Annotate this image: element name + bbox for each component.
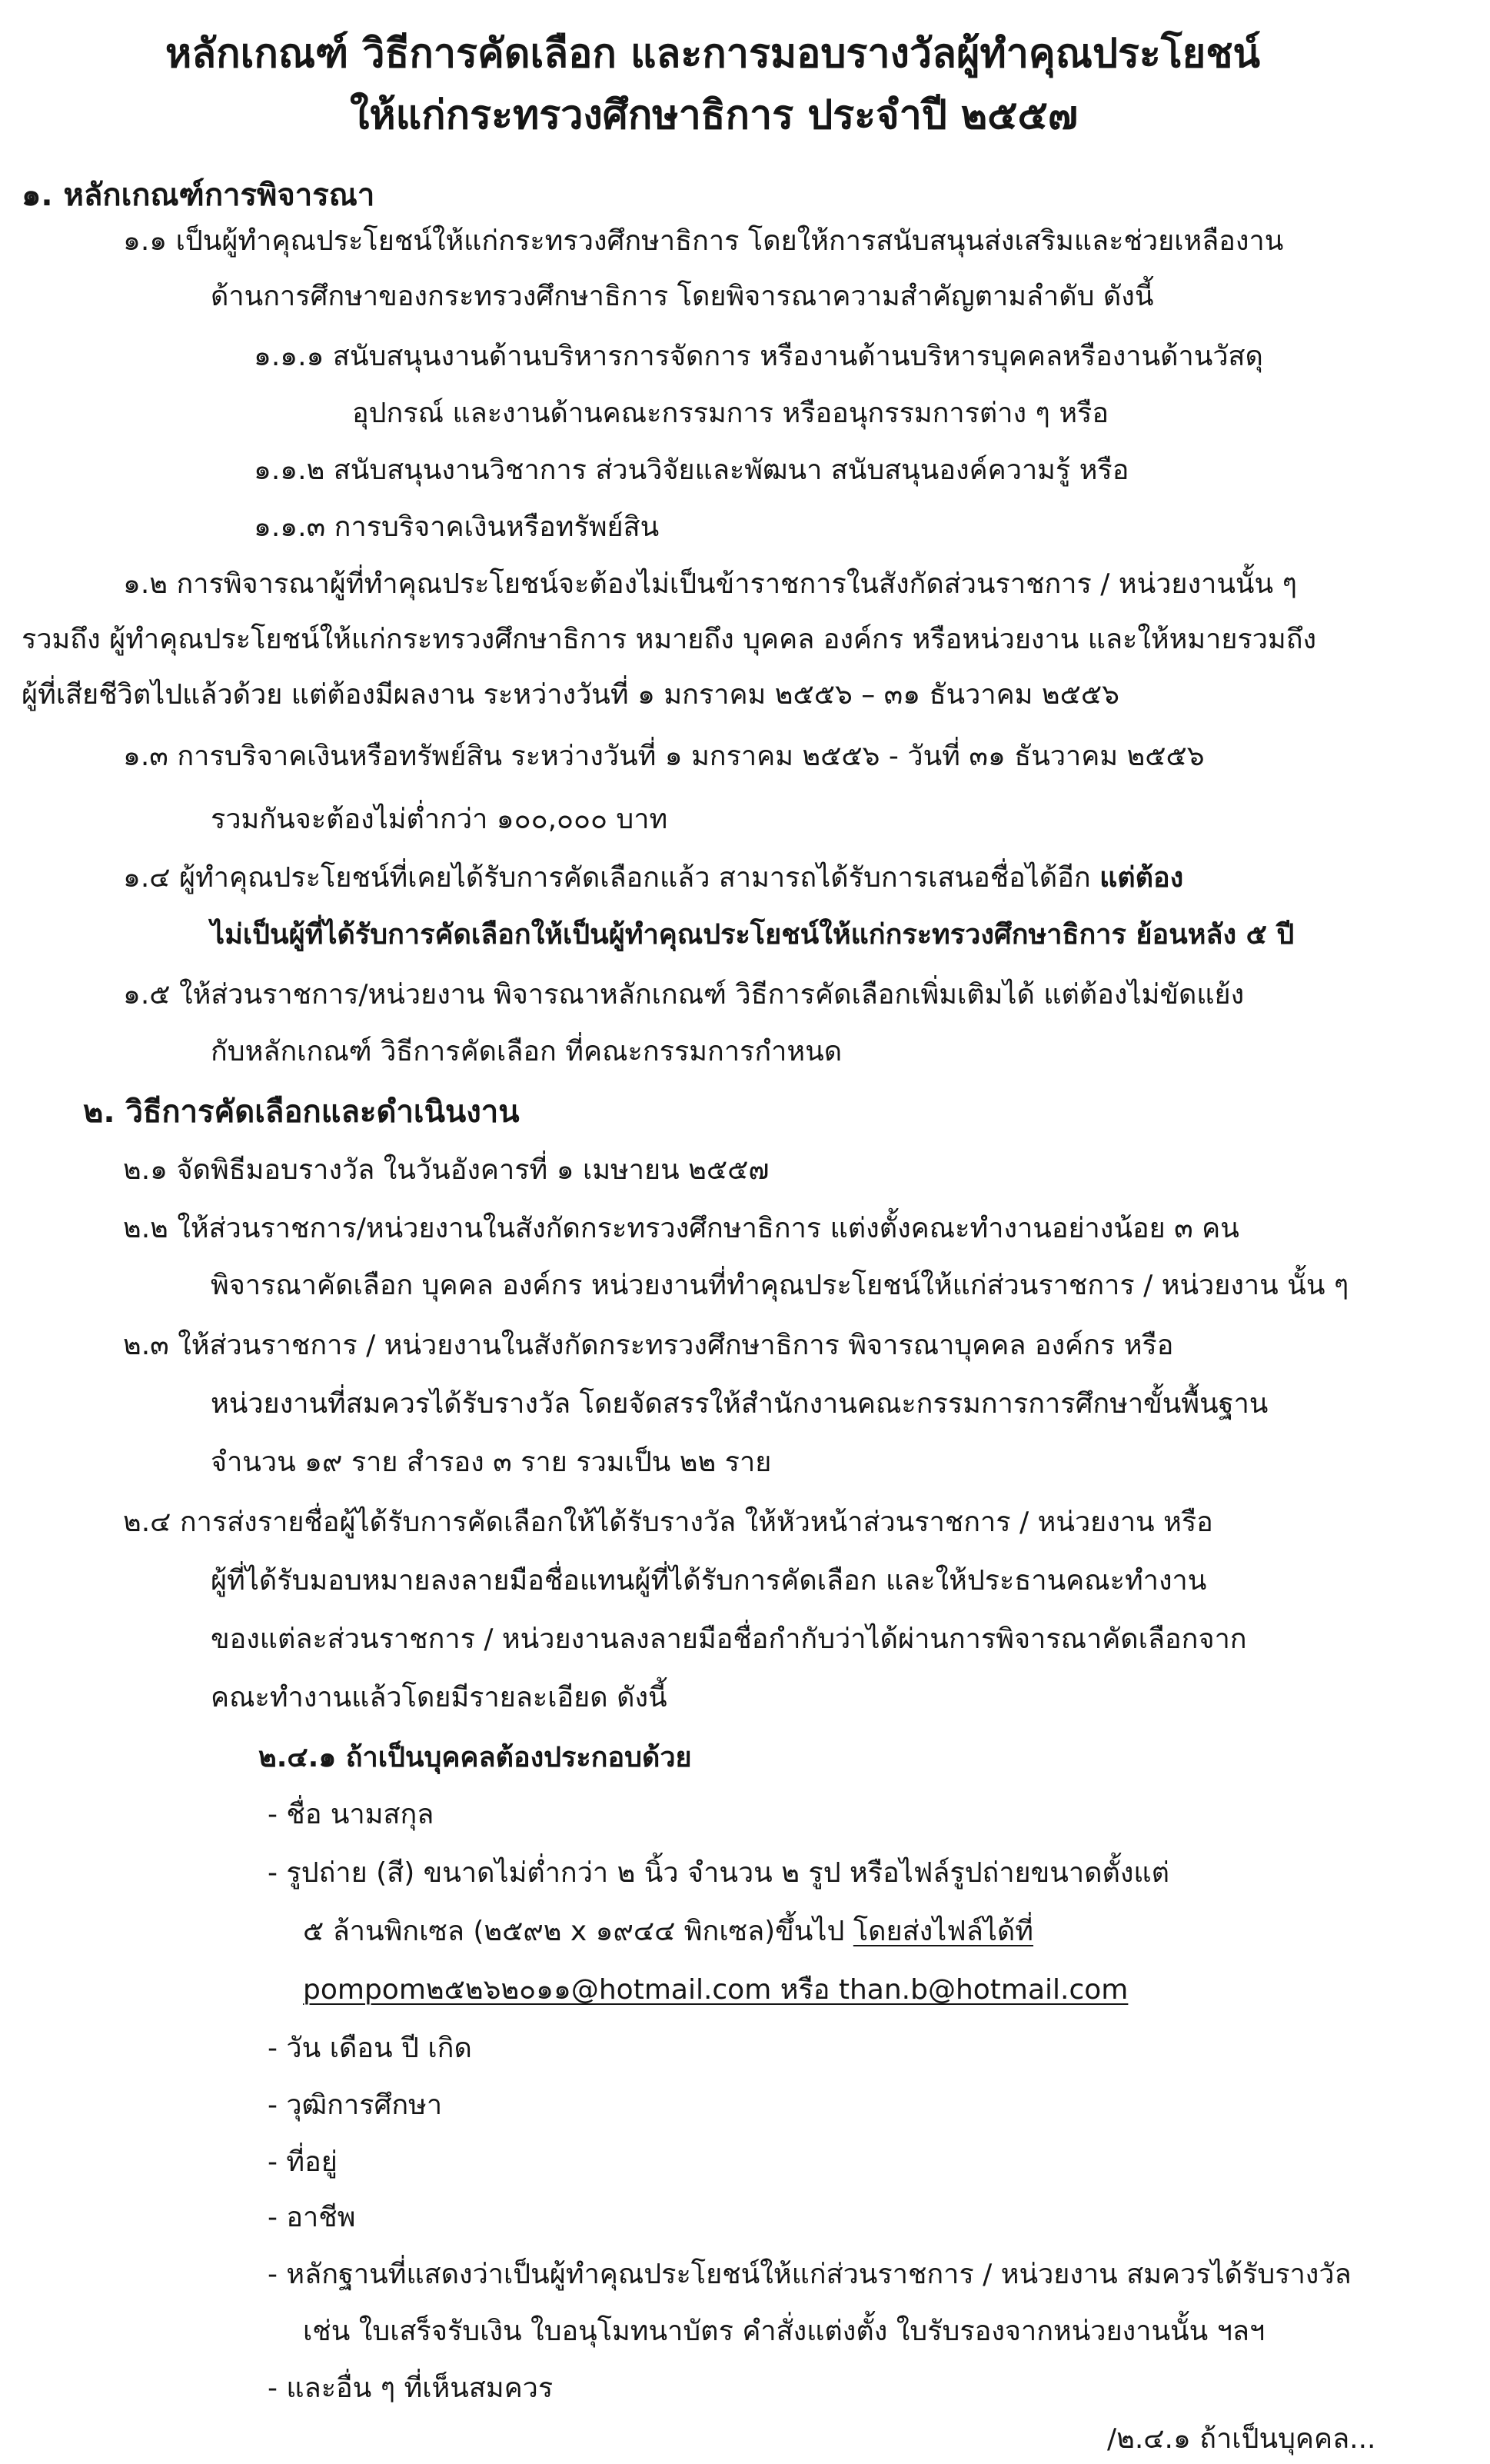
item-1-1-2: ๑.๑.๒ สนับสนุนงานวิชาการ ส่วนวิจัยและพัฒนา สนับสนุนองค์ความรู้ หรือ	[254, 455, 1129, 486]
item-2-4-line1: ๒.๔ การส่งรายชื่อผู้ได้รับการคัดเลือกให้ได้รับรางวัล ให้หัวหน้าส่วนราชการ / หน่วยงาน หรือ	[123, 1507, 1213, 1538]
item-1-4-line1-emphasis: แต่ต้อง	[1099, 862, 1184, 894]
item-2-4-1-heading: ๒.๔.๑ ถ้าเป็นบุคคลต้องประกอบด้วย	[258, 1742, 692, 1773]
item-1-1-line1: ๑.๑ เป็นผู้ทำคุณประโยชน์ให้แก่กระทรวงศึกษาธิการ โดยให้การสนับสนุนส่งเสริมและช่วยเหลืองาน	[123, 225, 1284, 257]
item-1-4-line1	[123, 854, 1183, 903]
requirement-photo-line1: - รูปถ่าย (สี) ขนาดไม่ต่ำกว่า ๒ นิ้ว จำนวน ๒ รูป หรือไฟล์รูปถ่ายขนาดตั้งแต่	[268, 1857, 1170, 1889]
item-2-3-line3: จำนวน ๑๙ ราย สำรอง ๓ ราย รวมเป็น ๒๒ ราย	[211, 1447, 772, 1478]
item-1-5-line1: ๑.๕ ให้ส่วนราชการ/หน่วยงาน พิจารณาหลักเกณฑ์ วิธีการคัดเลือกเพิ่มเติมได้ แต่ต้องไม่ขัดแย้ง	[123, 979, 1245, 1011]
item-1-4-line2: ไม่เป็นผู้ที่ได้รับการคัดเลือกให้เป็นผู้ทำคุณประโยชน์ให้แก่กระทรวงศึกษาธิการ ย้อนหลัง ๕ ปี	[211, 919, 1295, 951]
item-1-1-3: ๑.๑.๓ การบริจาคเงินหรือทรัพย์สิน	[254, 511, 660, 543]
item-1-5-line2: กับหลักเกณฑ์ วิธีการคัดเลือก ที่คณะกรรมการกำหนด	[211, 1036, 843, 1067]
requirement-occupation: - อาชีพ	[268, 2202, 356, 2233]
item-1-1-1-line1: ๑.๑.๑ สนับสนุนงานด้านบริหารการจัดการ หรืองานด้านบริหารบุคคลหรืองานด้านวัสดุ	[254, 341, 1263, 372]
requirement-email-addresses: pompom๒๕๒๖๒๐๑๑@hotmail.com หรือ than.b@hotmail.com	[303, 1974, 1129, 2006]
requirement-evidence-line2: เช่น ใบเสร็จรับเงิน ใบอนุโมทนาบัตร คำสั่งแต่งตั้ง ใบรับรองจากหน่วยงานนั้น ฯลฯ	[303, 2316, 1266, 2347]
document-title-line2: ให้แก่กระทรวงศึกษาธิการ ประจำปี ๒๕๕๗	[350, 92, 1078, 138]
item-2-3-line2: หน่วยงานที่สมควรได้รับรางวัล โดยจัดสรรให้สำนักงานคณะกรรมการการศึกษาขั้นพื้นฐาน	[211, 1388, 1269, 1420]
item-1-4-line1-text: ๑.๔ ผู้ทำคุณประโยชน์ที่เคยได้รับการคัดเลือกแล้ว สามารถได้รับการเสนอชื่อได้อีก	[123, 862, 1100, 894]
item-2-2-line1: ๒.๒ ให้ส่วนราชการ/หน่วยงานในสังกัดกระทรวงศึกษาธิการ แต่งตั้งคณะทำงานอย่างน้อย ๓ คน	[123, 1213, 1239, 1244]
requirement-others: - และอื่น ๆ ที่เห็นสมควร	[268, 2372, 554, 2404]
document-title-line1: หลักเกณฑ์ วิธีการคัดเลือก และการมอบรางวัลผู้ทำคุณประโยชน์	[165, 31, 1261, 77]
requirement-address: - ที่อยู่	[268, 2146, 338, 2178]
item-2-2-line2: พิจารณาคัดเลือก บุคคล องค์กร หน่วยงานที่ทำคุณประโยชน์ให้แก่ส่วนราชการ / หน่วยงาน นั้น ๆ	[211, 1270, 1349, 1301]
requirement-name: - ชื่อ นามสกุล	[268, 1799, 434, 1830]
item-1-2-line3: ผู้ที่เสียชีวิตไปแล้วด้วย แต่ต้องมีผลงาน ระหว่างวันที่ ๑ มกราคม ๒๕๕๖ – ๓๑ ธันวาคม ๒๕๕๖	[22, 679, 1119, 711]
continuation-note: /๒.๔.๑ ถ้าเป็นบุคคล...	[1107, 2423, 1376, 2455]
item-1-1-line2: ด้านการศึกษาของกระทรวงศึกษาธิการ โดยพิจารณาความสำคัญตามลำดับ ดังนี้	[211, 281, 1154, 312]
requirement-birth-date: - วัน เดือน ปี เกิด	[268, 2033, 472, 2064]
item-1-2-line2: รวมถึง ผู้ทำคุณประโยชน์ให้แก่กระทรวงศึกษาธิการ หมายถึง บุคคล องค์กร หรือหน่วยงาน และให้หมายรวมถึง	[22, 624, 1317, 655]
item-1-3-line1: ๑.๓ การบริจาคเงินหรือทรัพย์สิน ระหว่างวันที่ ๑ มกราคม ๒๕๕๖ - วันที่ ๓๑ ธันวาคม ๒๕๕๖	[123, 741, 1205, 772]
item-2-1: ๒.๑ จัดพิธีมอบรางวัล ในวันอังคารที่ ๑ เมษายน ๒๕๕๗	[123, 1154, 770, 1186]
requirement-photo-send-note: โดยส่งไฟล์ได้ที่	[853, 1916, 1034, 1947]
section-2-heading: ๒. วิธีการคัดเลือกและดำเนินงาน	[83, 1094, 520, 1130]
section-1-heading: ๑. หลักเกณฑ์การพิจารณา	[22, 178, 375, 213]
requirement-evidence-line1: - หลักฐานที่แสดงว่าเป็นผู้ทำคุณประโยชน์ให้แก่ส่วนราชการ / หน่วยงาน สมควรได้รับรางวัล	[268, 2259, 1352, 2290]
item-2-4-line3: ของแต่ละส่วนราชการ / หน่วยงานลงลายมือชื่อกำกับว่าได้ผ่านการพิจารณาคัดเลือกจาก	[211, 1623, 1247, 1655]
item-2-4-line4: คณะทำงานแล้วโดยมีรายละเอียด ดังนี้	[211, 1682, 667, 1713]
requirement-education: - วุฒิการศึกษา	[268, 2089, 443, 2121]
item-2-3-line1: ๒.๓ ให้ส่วนราชการ / หน่วยงานในสังกัดกระทรวงศึกษาธิการ พิจารณาบุคคล องค์กร หรือ	[123, 1330, 1174, 1361]
requirement-photo-size: ๕ ล้านพิกเซล (๒๕๙๒ x ๑๙๔๔ พิกเซล)ขึ้นไป	[303, 1916, 853, 1947]
item-1-1-1-line2: อุปกรณ์ และงานด้านคณะกรรมการ หรืออนุกรรมการต่าง ๆ หรือ	[352, 398, 1109, 429]
item-1-3-line2: รวมกันจะต้องไม่ต่ำกว่า ๑๐๐,๐๐๐ บาท	[211, 804, 668, 835]
requirement-photo-line2	[303, 1907, 1033, 1956]
item-2-4-line2: ผู้ที่ได้รับมอบหมายลงลายมือชื่อแทนผู้ที่ได้รับการคัดเลือก และให้ประธานคณะทำงาน	[211, 1565, 1207, 1597]
item-1-2-line1: ๑.๒ การพิจารณาผู้ที่ทำคุณประโยชน์จะต้องไม่เป็นข้าราชการในสังกัดส่วนราชการ / หน่วยงานนั้น ๆ	[123, 568, 1297, 600]
